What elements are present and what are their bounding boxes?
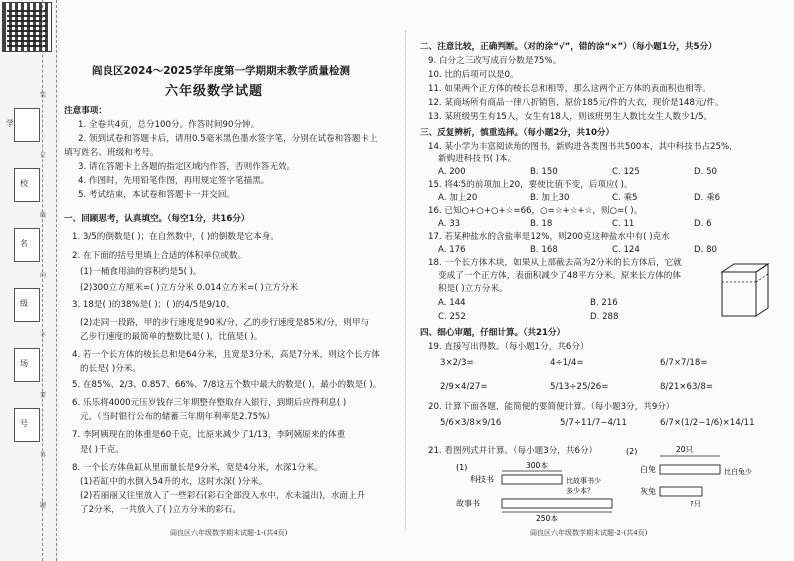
diagram-1-science-label: 科技书 — [470, 475, 494, 484]
binding-tiny-6: 要 — [40, 392, 47, 399]
question-7b: 是( )千克。 — [80, 445, 124, 455]
choice-15: 15. 将4∶5的前项加上20，要使比值不变，后项应( )。 — [428, 180, 633, 190]
choice-16-d[interactable]: D. 6 — [694, 219, 712, 229]
choice-14-a[interactable]: A. 200 — [438, 167, 466, 177]
binding-label-1: 学 — [6, 119, 14, 128]
diagram-2-white-label: 白兔 — [640, 465, 656, 474]
note-2: 2. 领到试卷和答题卡后，请用0.5毫米黑色墨水签字笔，分别在试卷和答题卡上 — [78, 134, 378, 144]
section-4-heading: 四、细心审题，仔细计算。（共21分） — [420, 328, 566, 338]
diagram-1-story-label: 故事书 — [456, 499, 480, 508]
school-box[interactable] — [14, 108, 40, 142]
judge-10: 10. 比的后项可以是0。 — [428, 70, 519, 80]
choice-15-d[interactable]: D. 乘6 — [694, 193, 721, 203]
calc-19-2: 4÷1/4= — [550, 358, 584, 368]
binding-tiny-8: 题 — [40, 502, 47, 509]
choice-16-b[interactable]: B. 18 — [530, 219, 553, 229]
page-footer-left: 阎良区六年级数学期末试题-1-(共4页) — [170, 529, 288, 537]
question-7: 7. 李阿姨现在的体重是60千克，比原来减少了1/13，李阿姨原来的体重 — [72, 430, 346, 440]
notes-heading: 注意事项： — [64, 106, 107, 116]
question-5: 5. 在85%、2/3、0.857、66%、7/8这五个数中最大的数是( )，最小的数是( )。 — [72, 380, 382, 390]
note-5: 5. 考试结束，本试卷和答题卡一并交回。 — [78, 190, 236, 200]
gray-bar — [660, 487, 702, 496]
judge-13: 13. 某班级男生有15人，女生有18人，则该班男生人数比女生人数少1/5。 — [428, 112, 713, 122]
question-2: 2. 在下面的括号里填上合适的体积单位或数。 — [72, 251, 247, 261]
binding-tiny-1: 装 — [40, 92, 47, 99]
diagram-2-gray-label: 灰兔 — [640, 487, 656, 496]
choice-15-c[interactable]: C. 乘5 — [612, 193, 638, 203]
diagram-1-note1: 比故事书少 — [566, 477, 601, 485]
diagram-2-top: 20只 — [676, 445, 694, 454]
note-4: 4. 作图时，先用铅笔作图，再用规定签字笔描黑。 — [78, 176, 270, 186]
choice-18b: 变成了一个正方体，表面积减少了48平方分米。原来长方体的体 — [438, 271, 681, 281]
choice-14: 14. 某小学为丰富阅读角的图书，新购进各类图书共500本，其中科技书占25%， — [428, 142, 738, 152]
exam-title: 阎良区2024～2025学年度第一学期期末教学质量检测 — [92, 65, 350, 77]
choice-18-c[interactable]: C. 252 — [438, 312, 466, 322]
choice-15-a[interactable]: A. 加上20 — [438, 193, 478, 203]
question-8b: (2)若丽丽又往里放入了一些彩石(彩石全部没入水中，水未溢出)，水面上升 — [80, 491, 366, 501]
calc-20-1: 5/6×3/8×9/16 — [440, 418, 502, 428]
diagram-2-question: ?只 — [690, 500, 701, 508]
calc-19-6: 8/21×63/8= — [660, 382, 713, 392]
binding-tiny-5: 不 — [40, 332, 47, 339]
calc-20-3: 6/7×(1/2−1/6)×14/11 — [660, 418, 755, 428]
choice-16: 16. 已知○+○+○+☆=66，○=☆+☆+☆，则○=( )。 — [428, 206, 643, 216]
question-3: 3. 18是( )的38%是( )；( )的4/5是9/10。 — [72, 300, 235, 310]
diagram-2-index: (2) — [626, 447, 638, 456]
choice-14-d[interactable]: D. 50 — [694, 167, 718, 177]
calc-19-heading: 19. 直接写出得数。（每小题1分，共6分） — [428, 342, 589, 352]
fold-line — [405, 30, 406, 530]
section-2-heading: 二、注意比较，正确判断。（对的涂“√”，错的涂“×”）（每小题1分，共5分） — [420, 42, 717, 52]
question-4: 4. 若一个长方体的棱长总和是64分米，且宽是3分米，高是7分米，则这个长方体 — [72, 350, 380, 360]
question-1: 1. 3/5的倒数是( )；在自然数中，( )的倒数是它本身。 — [72, 232, 279, 242]
calc-20-heading: 20. 计算下面各题，能简便的要简便计算。（每小题3分，共9分） — [428, 402, 675, 412]
calc-19-5: 5/13÷25/26= — [550, 382, 609, 392]
calc-20-2: 5/7÷11/7−4/11 — [560, 418, 627, 428]
binding-tiny-3: 线 — [40, 212, 47, 219]
binding-tiny-4: 内 — [40, 272, 47, 279]
binding-label-2: 校 — [20, 179, 28, 188]
binding-label-5: 场 — [20, 359, 28, 368]
diagram-heading: 21. 看图列式并计算。（每小题3分，共6分） — [428, 446, 598, 456]
choice-14-b[interactable]: B. 150 — [530, 167, 558, 177]
section-3-heading: 三、反复辨析，慎重选择。（每小题2分，共10分） — [420, 128, 615, 138]
exam-subtitle: 六年级数学试题 — [165, 84, 264, 99]
choice-18-a[interactable]: A. 144 — [438, 298, 466, 308]
diagram-1-note2: 多少本？ — [566, 487, 594, 495]
qr-code — [2, 2, 52, 52]
choice-14-c[interactable]: C. 125 — [612, 167, 640, 177]
choice-18c: 积是( )立方分米。 — [438, 284, 508, 294]
judge-11: 11. 如果两个正方体的棱长总和相等，那么这两个正方体的表面积也相等。 — [428, 84, 711, 94]
choice-14b: 新购进科技书( )本。 — [438, 154, 517, 164]
calc-19-3: 6/7×7/18= — [660, 358, 708, 368]
question-6: 6. 乐乐将4000元压岁钱存三年期整存整取存入银行，到期后应得利息( ) — [72, 398, 347, 408]
diagram-2-note: 比白兔少 — [724, 468, 752, 476]
question-2a: (1)一桶食用油的容积约是5( )。 — [80, 267, 202, 277]
judge-9: 9. 白分之三改写成百分数是75%。 — [428, 56, 562, 66]
cuboid-figure — [716, 260, 774, 320]
question-8: 8. 一个长方体鱼缸从里面量长是9分米，宽是4分米，水深1分米。 — [72, 463, 323, 473]
choice-16-a[interactable]: A. 33 — [438, 219, 461, 229]
question-4b: 的长是( )分米。 — [80, 364, 141, 374]
note-3: 3. 请在答题卡上各题的指定区域内作答，否则作答无效。 — [78, 162, 296, 172]
binding-label-6: 号 — [20, 419, 28, 428]
question-3b: (2)走同一段路，甲的步行速度是90米/分，乙的步行速度是85米/分，则甲与 — [80, 318, 370, 328]
choice-15-b[interactable]: B. 加上30 — [530, 193, 570, 203]
question-8c: 了2分米，一共放入了( )立方分米的彩石。 — [80, 505, 241, 515]
story-bar — [502, 499, 612, 508]
choice-18: 18. 一个长方体木块，如果从上部截去高为2分米的长方体后，它就 — [428, 258, 682, 268]
note-1: 1. 全卷共4页，总分100分。作答时间90分钟。 — [78, 120, 260, 130]
question-8a: (1)若缸中的水倒入54升的水，这时水深( )分米。 — [80, 477, 268, 487]
cut-line-2 — [56, 0, 57, 561]
question-2b: (2)300立方厘米=( )立方分米 0.014立方米=( )立方分米 — [80, 283, 299, 293]
binding-label-4: 级 — [20, 299, 28, 308]
science-bar — [502, 475, 562, 484]
white-bar — [660, 465, 720, 474]
calc-19-1: 3×2/3= — [440, 358, 474, 368]
diagram-1-top: 300本 — [526, 461, 548, 470]
cut-line — [42, 0, 43, 561]
choice-17-b[interactable]: B. 168 — [530, 245, 558, 255]
note-2b: 填写姓名、班级和考号。 — [64, 148, 159, 158]
choice-17-d[interactable]: D. 80 — [694, 245, 718, 255]
binding-label-3: 名 — [20, 239, 28, 248]
bar-diagram-1 — [440, 458, 620, 526]
question-3c: 乙步行速度的最简单的整数比是( )，比值是( )。 — [80, 332, 263, 342]
calc-19-4: 2/9×4/27= — [440, 382, 488, 392]
bar-diagram-2 — [624, 440, 774, 508]
choice-18-d[interactable]: D. 288 — [590, 312, 619, 322]
choice-18-b[interactable]: B. 216 — [590, 298, 618, 308]
diagram-1-index: (1) — [456, 463, 468, 472]
choice-17-a[interactable]: A. 176 — [438, 245, 466, 255]
binding-tiny-7: 答 — [40, 452, 47, 459]
choice-17-c[interactable]: C. 124 — [612, 245, 640, 255]
choice-17: 17. 若某种盐水的含盐率是12%，则200克这种盐水中有( )克水 — [428, 232, 670, 242]
section-1-heading: 一、回顾思考，认真填空。（每空1分，共16分） — [64, 214, 250, 224]
page-footer-right: 阎良区六年级数学期末试题-2-(共4页) — [530, 529, 648, 537]
binding-tiny-2: 订 — [40, 152, 47, 159]
diagram-1-bottom: 250本 — [536, 514, 558, 523]
binding-margin — [0, 0, 60, 561]
choice-16-c[interactable]: C. 11 — [612, 219, 635, 229]
question-6b: 元。（当时银行公布的储蓄三年期年利率是2.75%） — [80, 412, 275, 422]
judge-12: 12. 某商场所有商品一律八折销售，原价185元/件的大衣，现价是148元/件。 — [428, 98, 724, 108]
